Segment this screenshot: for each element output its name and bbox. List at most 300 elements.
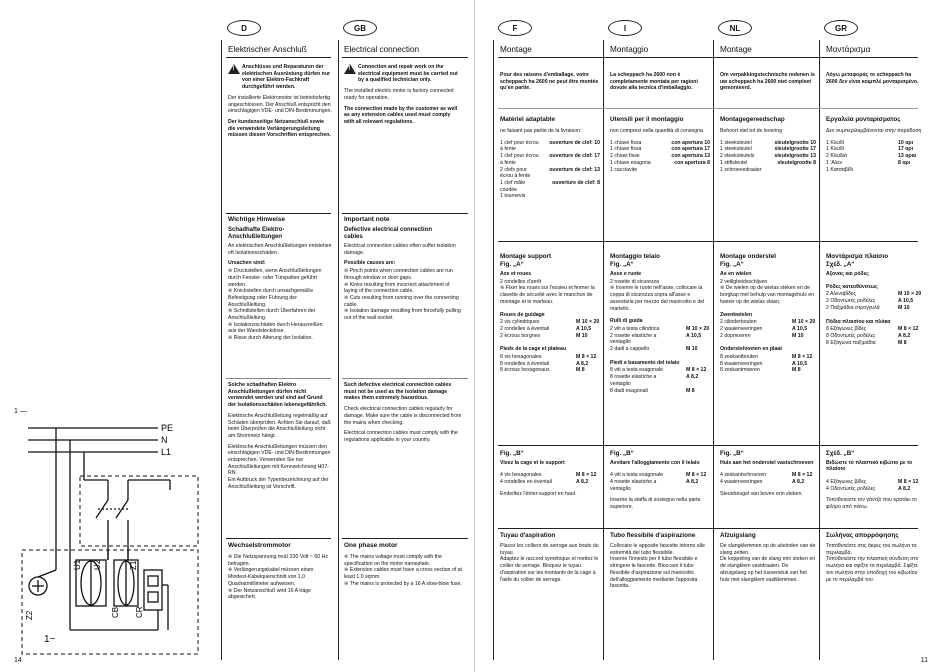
de-motor: ❊ Die Netzspannung muß 230 Volt ~ 50 Hz betragen. ❊ Verlängerungskabel müssen einen Mindest-Kabelquerschnitt von 1,0 Quadratmillimeter aufweisen. ❊ Der Netzanschluß wird 16 A träge abgesichert. [228, 554, 328, 601]
it-tool-size: con apertura 8 [674, 159, 710, 166]
it-pieds-item: 8 viti a testa esagonale [610, 367, 664, 374]
nl-figb-item: 4 waaierveeringen [720, 478, 763, 485]
nl-tool-item: 1 stiftsleutel [720, 159, 748, 166]
gr-tool-row [826, 140, 922, 147]
gr-figb-note: Τοποθετείστε τον γάντζο που κρατάει το φίλτρο από πάνω. [826, 497, 917, 511]
gr-tuyau-head: Σωλήνας απορρόφησης [826, 532, 899, 539]
it-figb-list [610, 472, 710, 492]
fr-tool-row [500, 167, 600, 180]
gr-guidage-item: 2 Οδοντωτές ροδέλες [826, 298, 876, 305]
section-rule [226, 538, 331, 539]
gr-pieds-row [826, 333, 922, 340]
fr-figb-size: A 8,2 [576, 478, 589, 485]
lang-badge-gb: GB [343, 20, 377, 36]
nl-pieds-size: M 8 × 12 [792, 354, 813, 361]
gr-tuyau-text: Τοποθετείστε στις άκρες του σωλήνα τα περιλαμβά. Τοποθετείστε την πλαστική σύνδεση στο σωλήνα και σφίξτε τα περιλαμβά. Σφίξτε τον σωλήνα στην υποδοχή του κιβωτίου με το περιλαμβά του. [826, 543, 919, 583]
fr-tool-item: 1 tournevis [500, 193, 526, 200]
it-axes-head: Asse e ruote [610, 271, 642, 277]
it-support-head: Montaggio telaio Fig. „A“ [610, 253, 661, 268]
page-number-left: 14 [14, 657, 22, 664]
it-title: Montaggio [610, 45, 649, 54]
nl-tool-item: 1 schroevedraaier [720, 166, 762, 173]
gb-defect-text: Electrical connection cables often suffer isolation damage. [344, 243, 456, 256]
gr-pieds-item: 8 Εξάγωνες βίδες [826, 326, 867, 333]
it-pieds-row [610, 367, 710, 374]
it-figb-item: 4 viti a testa esagonale [610, 472, 664, 479]
gr-figb-sub: Βιδώστε το πλαστικό κιβώτιο με το πλαίσιο [826, 459, 913, 473]
it-pieds-item: 8 rosette elastiche a ventaglio [610, 374, 657, 387]
wire-label-pe: PE [161, 423, 174, 433]
it-tool-size: con apertura 13 [671, 153, 710, 160]
nl-support [720, 253, 816, 441]
gr-pieds-size: M 8 [898, 339, 907, 346]
fr-pieds-row [500, 367, 600, 374]
it-tool-size: con apertura 17 [671, 146, 710, 153]
nl-guidage-row [720, 319, 816, 326]
gr-tool-item: 1 Κλειδί [826, 139, 844, 146]
fr-tool-size: ouverture de clef: 17 [549, 153, 600, 160]
section-rule [226, 378, 331, 379]
it-guidage-row [610, 326, 710, 333]
fr-tool-size: ouverture de clef: 8 [552, 179, 600, 186]
de-warning: Anschlüsse und Reparaturen der elektrischen Ausrüstung dürfen nur von einer Elektro-Fachkraft durchgeführt werden. [242, 64, 331, 91]
nl-pieds-item: 8 zeskantmoeren [720, 367, 760, 374]
fr-guidage-row [500, 326, 600, 333]
nl-tool-size: sleutelgrootte 17 [774, 146, 816, 153]
de-hinweise: Wichtige Hinweise [228, 216, 286, 223]
nl-tool-row [720, 153, 816, 160]
fr-intro: Pour des raisons d'emballage, votre scheppach ha 2600 ne peut être montée qu'en partie. [500, 72, 599, 92]
nl-guidage-list [720, 319, 816, 339]
nl-tool-size: sleutelgrootte 10 [774, 139, 816, 146]
nl-mat-sub: Behoort niet tot de levering [720, 128, 783, 134]
it-guidage-head: Rulli di guida [610, 318, 643, 325]
nl-tool-item: 2 steeksleutels [720, 153, 755, 160]
nl-guidage-size: M 10 × 20 [792, 319, 816, 326]
gr-figb-item: 4 Οδοντωτές ροδέλες [826, 485, 876, 492]
section-rule [226, 213, 331, 214]
gr-figb-size: A 8,2 [898, 485, 911, 492]
gr-figb-row [826, 486, 922, 493]
gr-pieds-size: M 8 × 12 [898, 326, 919, 333]
it-tool-row [610, 153, 710, 160]
fr-pieds-head: Pieds de la cage et plateau [500, 346, 567, 353]
fr-pieds-row [500, 354, 600, 361]
gb-motor: ❊ The mains voltage must comply with the specification on the motor nameplate. ❊ Extension cables must have a cross section of at least 1.0 sqmm. ❊ The mains is protected by a 16 A slow-blow fuse. [344, 554, 462, 587]
nl-tool-item: 1 steeksleutel [720, 139, 752, 146]
fr-pieds-size: M 8 × 12 [576, 354, 597, 361]
it-figb [610, 450, 710, 526]
gb-cables: Electrical connection cables must comply with the regulations applicable in your country. [344, 430, 458, 443]
gr-guidage-row [826, 298, 922, 305]
gb-causes: ❊ Pinch points when connection cables are run through window or door gaps. ❊ Kinks resulting from incorrect attachment of laying of the connection cable. ❊ Cuts resulting from running over the connecting cable. ❊ Isolation damage resulting from forcefully pulling out of the wall socket. [344, 268, 461, 322]
de-intro2: Der kundenseitige Netzanschluß sowie die verwendete Verlängerungsleitung müssen diesen Vorschriften entsprechen. [228, 118, 331, 139]
it-pieds-head: Piedi e basamento del telaio [610, 359, 680, 366]
it-tuyau [610, 532, 710, 632]
it-figb-note: Inserire la staffa di sostegno nella parte superiore. [610, 497, 701, 511]
terminal-u2: U2 [93, 559, 102, 570]
fr-figb-row [500, 479, 600, 486]
fr-pieds-size: M 8 [576, 367, 585, 374]
nl-guidage-row [720, 333, 816, 340]
it-mat-head: Utensili per il montaggio [610, 116, 684, 123]
section-rule [342, 57, 468, 58]
it-pieds-size: M 8 [686, 387, 695, 394]
fr-tool-size: ouverture de clef: 10 [549, 139, 600, 146]
gr-pieds-head: Πόδια πλαισίου και πλάκα [826, 318, 891, 325]
lang-badge-fr: F [498, 20, 532, 36]
nl-figb [720, 450, 816, 526]
nl-pieds-size: A 10,5 [792, 360, 808, 367]
gr-axes-head: Αξονας και ρόδες [826, 271, 869, 277]
it-guidage-size: M 10 [686, 346, 698, 353]
column-rule [338, 40, 339, 660]
gb-hinweise: Important note [344, 216, 390, 223]
gr-tool-item: 1 'Αλεν [826, 159, 843, 166]
it-figb-row [610, 472, 710, 479]
it-tool-item: 1 chiave esagona [610, 159, 651, 166]
fr-figb-row [500, 472, 600, 479]
nl-mat-head: Montagegereedschap [720, 116, 785, 123]
fr-tool-row [500, 153, 600, 166]
fr-figb-sub: Visez la cage et le support [500, 459, 565, 466]
gr-figb-list [826, 479, 922, 492]
it-tool-size: con apertura 10 [671, 139, 710, 146]
nl-support-head: Montage onderstel Fig. „A“ [720, 253, 776, 268]
it-tool-item: 2 chiavi fisse [610, 153, 640, 160]
it-tool-row [610, 160, 710, 167]
fr-figb-note: Emboîtez l'étrier-support en haut. [500, 490, 577, 497]
it-figb-head: Fig. „B“ [610, 450, 634, 457]
fr-tuyau-head: Tuyau d'aspiration [500, 532, 556, 539]
gr-figb-item: 4 Εξάγωνες βίδες [826, 478, 867, 485]
fr-figb-item: 4 rondelles en éventail [500, 478, 552, 485]
fr-guidage-list [500, 319, 600, 339]
fr-mat-sub: ne faisant pas partie de la livraison: [500, 128, 582, 134]
gr-tool-size: 13 αρια [898, 153, 917, 160]
nl-figb-sub: Huis aan het onderstel vastschroeven [720, 459, 814, 466]
fr-pieds-item: 8 écrous hexagonaux [500, 367, 550, 374]
fr-tool-item: 2 clefs pour écrou à fente [500, 166, 531, 180]
fr-pieds-item: 8 vis hexagonales [500, 354, 542, 361]
de-defect-text: An elektrischen Anschlußleitungen entstehen oft Isolationsschäden. [228, 243, 332, 256]
fr-guidage-size: M 10 [576, 332, 588, 339]
nl-guidage-size: M 10 [792, 332, 804, 339]
nl-tool-size: sleutelgrootte 13 [774, 153, 816, 160]
nl-tool-size [790, 167, 816, 174]
de-intro: Der installierte Elektromotor ist betriebsfertig angeschlossen. Der Anschluß entspricht den einschlägigen VDE- und DIN-Bestimmungen. [228, 94, 332, 115]
section-rule [342, 378, 468, 379]
nl-guidage-item: 2 waaierveeringen [720, 325, 763, 332]
it-tuyau-text: Collocare le apposite fascette intorno alle estremità del tubo flessibile. Inserire l'innesto per il tubo flessibile e stringere le fascette. Bloccare il tubo flessibile d'aspirazione sul manicotto dell'alloggiamento mediante l'apposita fascetta. [610, 543, 705, 590]
gr-intro: Λόγω μεταφοράς το scheppach ha 2600 δεν είναι κοιμπλέ μονταρισμένο. [826, 72, 919, 85]
fr-tool-item: 1 clef pour écrou à fente [500, 153, 539, 166]
gb-defect-head: Defective electrical connection cables [344, 227, 433, 240]
nl-title: Montage [720, 45, 752, 54]
lang-badge-gr: GR [824, 20, 858, 36]
column-rule [819, 40, 820, 660]
fr-guidage-size: M 10 × 20 [576, 319, 600, 326]
fr-figb-size: M 8 × 12 [576, 472, 597, 479]
gr-tool-row [826, 153, 922, 160]
it-tool-item: 1 chiave fissa [610, 139, 642, 146]
gr-guidage-size: A 10,5 [898, 298, 914, 305]
fr-support-head: Montage support Fig. „A“ [500, 253, 552, 268]
it-tool-row [610, 167, 710, 174]
fr-tool-row [500, 193, 600, 200]
nl-figb-item: 4 zeskantschroeven [720, 472, 767, 479]
gr-mat-head: Εργαλεία μονταρίσματος [826, 116, 901, 123]
nl-axes-head: As en wielen [720, 271, 752, 277]
fr-pieds-list [500, 354, 600, 374]
de-check: Elektrische Anschlußleitung regelmäßig auf Schäden überprüfen. Achten Sie darauf, daß beim Überprüfen die Anschlußleitung nicht am Stromnetz hängt. [228, 412, 331, 439]
lang-badge-de: D [227, 20, 261, 36]
gr-guidage-head: Ρόδες κατευθύνσεως [826, 283, 878, 290]
it-pieds-size: A 8,2 [686, 374, 699, 381]
nl-guidage-head: Zwenkwielen [720, 311, 752, 318]
nl-pieds-item: 8 waaierveeringen [720, 360, 763, 367]
it-intro: La scheppach ha 2600 non è completamente montata per ragioni dovute alla tecnica d'imballaggio. [610, 72, 698, 92]
gr-tool-size: 8 αρι [898, 159, 911, 166]
gr-figb-head: Σχέδ. „B“ [826, 450, 855, 457]
gr-guidage-row [826, 305, 922, 312]
fr-pieds-row [500, 361, 600, 368]
nl-tool-row [720, 167, 816, 174]
gr-guidage-size: M 10 [898, 304, 910, 311]
it-guidage-item: 2 dadi a cappello [610, 346, 650, 353]
fr-tool-item: 1 clef pour écrou à fente [500, 139, 539, 153]
lang-badge-it: I [608, 20, 642, 36]
it-tool-item: 1 chiave fissa [610, 146, 642, 153]
gr-guidage-item: 2 Παξιμάδια στρογγυλά [826, 304, 880, 311]
nl-intro: Om verpakkingstechnische redenen is uw scheppach ha 2600 niet compleet gemonteerd. [720, 72, 815, 92]
section-rule [498, 108, 918, 109]
fr-figb-item: 4 vis hexagonales [500, 472, 542, 479]
nl-pieds-head: Onderstelvoeten en plaat [720, 346, 782, 353]
gb-motor-head: One phase motor [344, 542, 398, 549]
it-figb-size: A 8,2 [686, 478, 699, 485]
page-number-right: 11 [920, 657, 928, 664]
fr-guidage-row [500, 319, 600, 326]
fr-figb-list [500, 472, 600, 485]
nl-tool-row [720, 160, 816, 167]
gr-pieds-item: 8 Εξάγωνα παξιμάδια [826, 339, 876, 346]
gr-tool-size [896, 167, 922, 174]
nl-tuyau-text: De slangklemmen op de uiteinden van de slang zetten. De koppeling van de slang erin steken en de slangklem vastdraaien. De afzuigslang op het tussenstuk van het huis met slangklem vastklemmen. [720, 543, 816, 583]
nl-pieds-row [720, 367, 816, 374]
gr-pieds-row [826, 326, 922, 333]
fr-figb [500, 450, 600, 526]
it-pieds-size: M 8 × 12 [686, 367, 707, 374]
de-causes-head: Ursachen sind: [228, 260, 266, 267]
it-pieds-list [610, 367, 710, 394]
gb-causes-head: Possible causes are: [344, 260, 396, 267]
fr-materials [500, 116, 600, 238]
nl-tuyau [720, 532, 816, 632]
gr-pieds-item: 8 Οδοντωτές ροδέλες [826, 332, 876, 339]
nl-tool-row [720, 146, 816, 153]
wiring-diagram [18, 420, 218, 660]
section-rule [498, 241, 918, 242]
gb-intro2: The connection made by the customer as well as any extension cables used must comply with all relevant regulations. [344, 105, 458, 125]
de-causes: ❊ Druckstellen, wenn Anschlußleitungen durch Fenster- oder Türspalten geführt werden. ❊ Knickstellen durch unsachgemäße Befestigung oder Führung der Anschlußleitung. ❊ Schnittstellen durch Überfahren der Anschlußleitung. ❊ Isolationsschäden durch Herausreißen aus der Wandsteckdose. ❊ Risse durch Alterung der Isolation. [228, 268, 323, 342]
wire-label-l1: L1 [161, 447, 172, 457]
fr-figb-head: Fig. „B“ [500, 450, 524, 457]
fr-guidage-head: Roues de guidage [500, 311, 545, 318]
gr-pieds-list [826, 326, 922, 346]
it-pieds-row [610, 374, 710, 387]
gr-tool-item: 2 Κλειδιά [826, 153, 847, 160]
nl-pieds-row [720, 354, 816, 361]
it-guidage-item: 2 rosette elastiche a ventaglio [610, 332, 657, 346]
fr-guidage-item: 2 vis cylindriques [500, 319, 540, 326]
it-tool-item: 1 cacciavite [610, 166, 638, 173]
nl-figb-row [720, 472, 816, 479]
it-figb-sub: Avvitare l'alloggiamento con il telaio [610, 459, 700, 466]
de-defect-head: Schadhafte Elektro- Anschlußleitungen [228, 227, 285, 240]
nl-figb-size: A 8,2 [792, 478, 805, 485]
nl-figb-size: M 8 × 12 [792, 472, 813, 479]
it-tool-row [610, 140, 710, 147]
terminal-u1: U1 [73, 559, 82, 570]
nl-figb-list [720, 472, 816, 485]
fr-tool-item: 1 clef mâle coudée [500, 179, 526, 193]
lang-badge-nl: NL [718, 20, 752, 36]
nl-figb-row [720, 479, 816, 486]
nl-guidage-size: A 10,5 [792, 325, 808, 332]
it-guidage-size: A 10,5 [686, 332, 702, 339]
it-guidage-list [610, 326, 710, 353]
gr-tool-size: 10 αρι [898, 139, 914, 146]
fr-guidage-item: 2 écrous borgnes [500, 332, 541, 339]
gr-figb-size: M 8 × 12 [898, 478, 919, 485]
fr-title: Montage [500, 45, 532, 54]
fr-axes-head: Axe et roues [500, 271, 532, 277]
gr-figb-row [826, 479, 922, 486]
nl-materials [720, 116, 816, 238]
gr-pieds-row [826, 340, 922, 347]
terminal-z1: Z1 [129, 560, 138, 570]
gb-title: Electrical connection [344, 45, 420, 54]
gr-support [826, 253, 922, 441]
de-title: Elektrischer Anschluß [228, 45, 307, 54]
gr-tool-item: 1 Κλειδί [826, 146, 844, 153]
gr-title: Μοντάρισμα [826, 45, 871, 54]
nl-tool-row [720, 140, 816, 147]
motor-label: 1~ [44, 634, 56, 645]
gb-check: Check electrical connection cables regularly for damage. Make sure the cable is disconnected from the mains when checking. [344, 406, 462, 426]
gr-guidage-item: 2 Αλεναβίδες [826, 291, 856, 298]
gr-tool-item: 1 Κατσαβίδι [826, 166, 854, 173]
it-tool-row [610, 146, 710, 153]
terminal-cr: CR [135, 606, 144, 618]
nl-guidage-item: 2 dopmoeren [720, 332, 751, 339]
it-figb-item: 4 rosette elastiche a ventaglio [610, 478, 657, 492]
section-rule [342, 538, 468, 539]
gr-tool-size: 17 αρι [898, 146, 914, 153]
fr-support [500, 253, 600, 441]
fr-pieds-size: A 8,2 [576, 360, 589, 367]
gr-tuyau [826, 532, 922, 632]
it-figb-size: M 8 × 12 [686, 472, 707, 479]
it-axes: 2 rosette di sicurezza ❊ Inserire le ruote nell'asse, collocare la coppa di sicurezza sopra all'asse e assestarla per mezzo del manicotto e del martello. [610, 278, 705, 312]
nl-figb-head: Fig. „B“ [720, 450, 744, 457]
gr-tool-row [826, 160, 922, 167]
fr-tool-size [574, 193, 600, 200]
terminal-cb: CB [111, 606, 120, 618]
column-rule [713, 40, 714, 660]
it-guidage-item: 2 viti a testa cilindrica [610, 325, 660, 332]
gr-mat-sub: Δεν συμπεριλαμβάνονται στην παράδοση [826, 128, 922, 134]
it-figb-row [610, 479, 710, 492]
nl-guidage-item: 2 cilinderbouten [720, 319, 757, 326]
fr-axes: 2 rondelles d'arrêt ❊ Fixer les roues sur l'essieu et fermer la clavette de sécurité avec le manchon de montage et le marteau. [500, 278, 595, 305]
wire-label-n: N [161, 435, 168, 445]
fr-mat-head: Matériel adaptable [500, 116, 555, 123]
nl-tool-size: sleutelgrootte 8 [777, 159, 816, 166]
it-mat-sub: non compresi nella quantità di consegna [610, 128, 703, 134]
fr-tool-size: ouverture de clef: 13 [549, 166, 600, 173]
section-rule [226, 57, 331, 58]
it-guidage-size: M 10 × 20 [686, 325, 710, 332]
it-guidage-row [610, 346, 710, 353]
fr-pieds-item: 8 rondelles à éventail [500, 360, 550, 367]
gr-support-head: Μοντάρισμα πλαίσιο Σχέδ. „A“ [826, 253, 889, 268]
page-gutter [474, 0, 475, 672]
terminal-z2: Z2 [25, 610, 34, 620]
de-danger: Solche schadhaften Elektro Anschlußleitungen dürfen nicht verwendet werden und sind auf Grund der Isolationsschäden lebensgefährlich. [228, 382, 327, 409]
nl-pieds-row [720, 361, 816, 368]
nl-tuyau-head: Afzuigslang [720, 532, 756, 539]
column-rule [493, 40, 494, 660]
fr-tool-row [500, 180, 600, 193]
section-rule [342, 213, 468, 214]
section-rule [498, 445, 918, 446]
nl-pieds-item: 8 zeskantbouten [720, 354, 759, 361]
de-cables: Elektrische Anschlußleitungen müssen den einschlägigen VDE- und DIN-Bestimmungen entsprechen. Verwenden Sie nur Anschlußleitungen mit Kennzeichnung H07-RN. Ein Aufdruck der Typenbezeichnung auf der Anschlußleitung ist Vorschrift. [228, 443, 331, 490]
it-guidage-row [610, 333, 710, 346]
nl-tool-item: 1 steeksleutel [720, 146, 752, 153]
it-support [610, 253, 710, 441]
fr-tool-row [500, 140, 600, 153]
nl-guidage-row [720, 326, 816, 333]
it-tool-size [684, 167, 710, 174]
gb-warning: Connection and repair work on the electrical equipment must be carried out by a qualified technician only. [358, 64, 458, 84]
nl-axes: 2 veiligheidsschijven ❊ De wielen op de wielas steken en de borgkap met behulp van montagehuls en hamer op de wielas slaan. [720, 278, 815, 305]
nl-pieds-list [720, 354, 816, 374]
it-materials [610, 116, 710, 238]
nl-pieds-size: M 8 [792, 367, 801, 374]
column-rule [603, 40, 604, 660]
gr-tool-row [826, 167, 922, 174]
column-rule [221, 40, 222, 660]
nl-figb-note: Steunbeugel van boven erin steken. [720, 490, 803, 497]
gr-materials [826, 116, 922, 238]
de-motor-head: Wechselstrommotor [228, 542, 291, 549]
it-pieds-row [610, 388, 710, 395]
fr-tuyau-text: Placez les colliers de serrage aux bouts du tuyau. Adaptez le raccord symétrique et mettez le collier de serrage. Bloquez le tuyau d'aspiration sur les montants de la cage à l'aide du collier de serrage. [500, 543, 599, 583]
gb-danger: Such defective electrical connection cables must not be used as the isolation damage makes them extremely hazardous. [344, 382, 452, 402]
section-rule [498, 57, 918, 58]
fr-guidage-size: A 10,5 [576, 325, 592, 332]
fr-tuyau [500, 532, 600, 632]
gr-pieds-size: A 8,2 [898, 332, 911, 339]
fr-guidage-item: 2 rondelles à éventail [500, 325, 550, 332]
it-tuyau-head: Tubo flessibile d'aspirazione [610, 532, 696, 539]
it-pieds-item: 8 dadi esagonali [610, 387, 648, 394]
fr-guidage-row [500, 333, 600, 340]
figure-label: 1 — [14, 408, 27, 415]
